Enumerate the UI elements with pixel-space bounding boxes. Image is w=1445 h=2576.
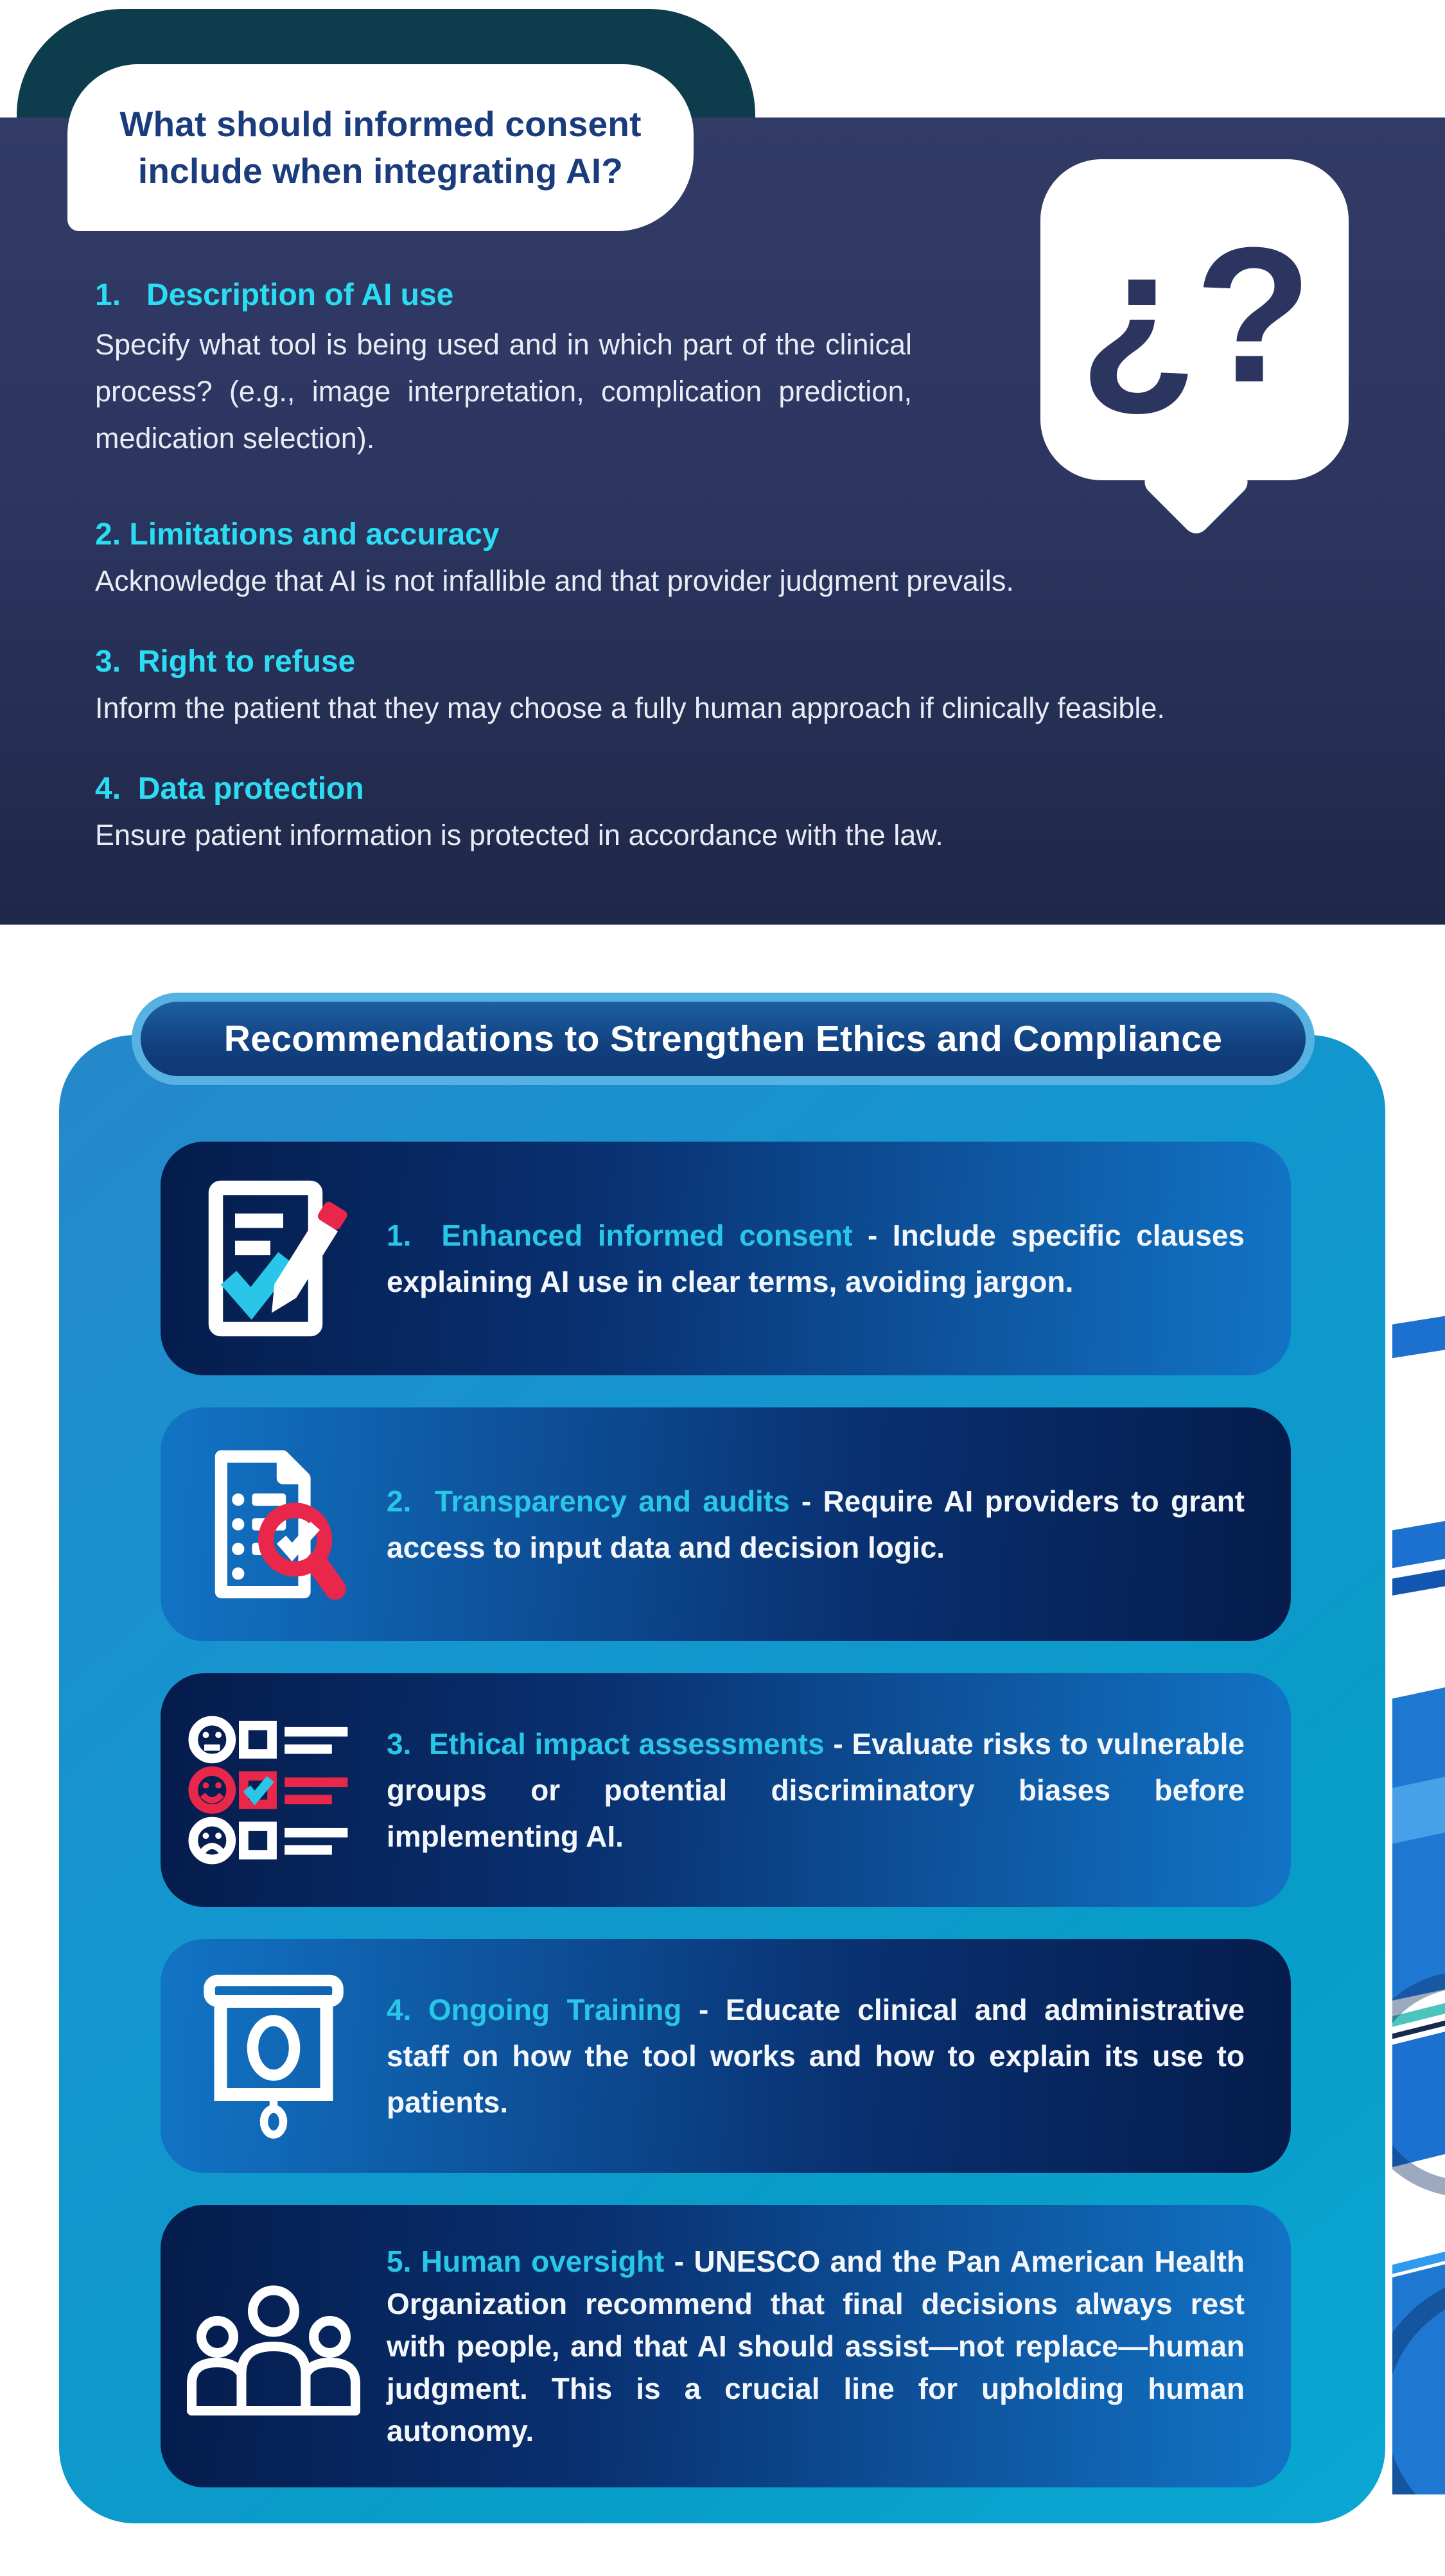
people-group-icon: [184, 2271, 363, 2422]
item-4-body: Ensure patient information is protected in accordance with the law.: [95, 819, 943, 851]
card-5-body: - UNESCO and the Pan American Health Organization recommend that final decisions always rest with people, and that AI should assist—not replace—human judgment. This is a crucial line for upholding human autonomy.: [387, 2245, 1245, 2448]
recommendation-card-2: [161, 1407, 1291, 1641]
diagonal-stripes-decoration: [1392, 1271, 1445, 2494]
card-2-icon-wrap: [161, 1438, 387, 1611]
card-3-icon-wrap: [161, 1710, 387, 1870]
card-4-body: - Educate clinical and administrative staff on how the tool works and how to explain its use to patients.: [387, 1993, 1245, 2119]
card-3-heading: 3. Ethical impact assessments: [387, 1727, 825, 1761]
question-title-card: [67, 64, 694, 231]
recommendation-card-1: [161, 1142, 1291, 1375]
recommendation-card-3: [161, 1673, 1291, 1907]
card-1-body: - Include specific clauses explaining AI use in clear terms, avoiding jargon.: [387, 1219, 1245, 1298]
section-header-pill: [132, 993, 1315, 1085]
item-1-body: Specify what tool is being used and in which part of the clinical process? (e.g., image interpretation, complication prediction, medication selection).: [95, 328, 912, 455]
card-4-text: [387, 1987, 1291, 2125]
card-3-text: [387, 1721, 1291, 1859]
card-2-body: - Require AI providers to grant access to input data and decision logic.: [387, 1484, 1245, 1564]
item-3-body: Inform the patient that they may choose a fully human approach if clinically feasible.: [95, 692, 1165, 724]
clipboard-pencil-check-icon: [193, 1175, 354, 1342]
item-3-heading: 3. Right to refuse: [95, 645, 356, 679]
card-2-text: [387, 1478, 1291, 1571]
card-3-body: - Evaluate risks to vulnerable groups or potential discriminatory biases before implementing AI.: [387, 1727, 1245, 1853]
item-4-heading: 4. Data protection: [95, 772, 364, 806]
item-2-body: Acknowledge that AI is not infallible and that provider judgment prevails.: [95, 564, 1014, 597]
title-line-2: include when integrating AI?: [137, 151, 624, 191]
question-mark-bubble-icon: [1040, 159, 1349, 480]
document-audit-magnifier-icon: [197, 1438, 351, 1611]
item-2-heading: 2. Limitations and accuracy: [95, 518, 500, 552]
stripe: [1392, 1670, 1445, 2015]
projection-screen-icon: [193, 1966, 354, 2146]
question-marks-glyph: ¿?: [1079, 207, 1310, 422]
card-1-heading: 1. Enhanced informed consent: [387, 1219, 853, 1252]
recommendation-card-5: [161, 2205, 1291, 2487]
section-header-title: Recommendations to Strengthen Ethics and Compliance: [223, 1018, 1223, 1059]
card-4-heading: 4. Ongoing Training: [387, 1993, 682, 2026]
title-line-1: What should informed consent: [119, 104, 642, 144]
card-5-heading: 5. Human oversight: [387, 2245, 665, 2278]
feedback-faces-checklist-icon: [187, 1710, 360, 1870]
card-1-text: [387, 1212, 1291, 1305]
item-1-heading: 1. Description of AI use: [95, 278, 454, 312]
card-5-text: [387, 2240, 1291, 2452]
page-title: [100, 101, 660, 194]
recommendation-card-4: [161, 1939, 1291, 2173]
card-5-icon-wrap: [161, 2271, 387, 2422]
card-1-icon-wrap: [161, 1175, 387, 1342]
stripe: [1392, 1298, 1445, 1373]
card-4-icon-wrap: [161, 1966, 387, 2146]
card-2-heading: 2. Transparency and audits: [387, 1484, 790, 1518]
circle-ring: [1392, 1971, 1445, 2197]
